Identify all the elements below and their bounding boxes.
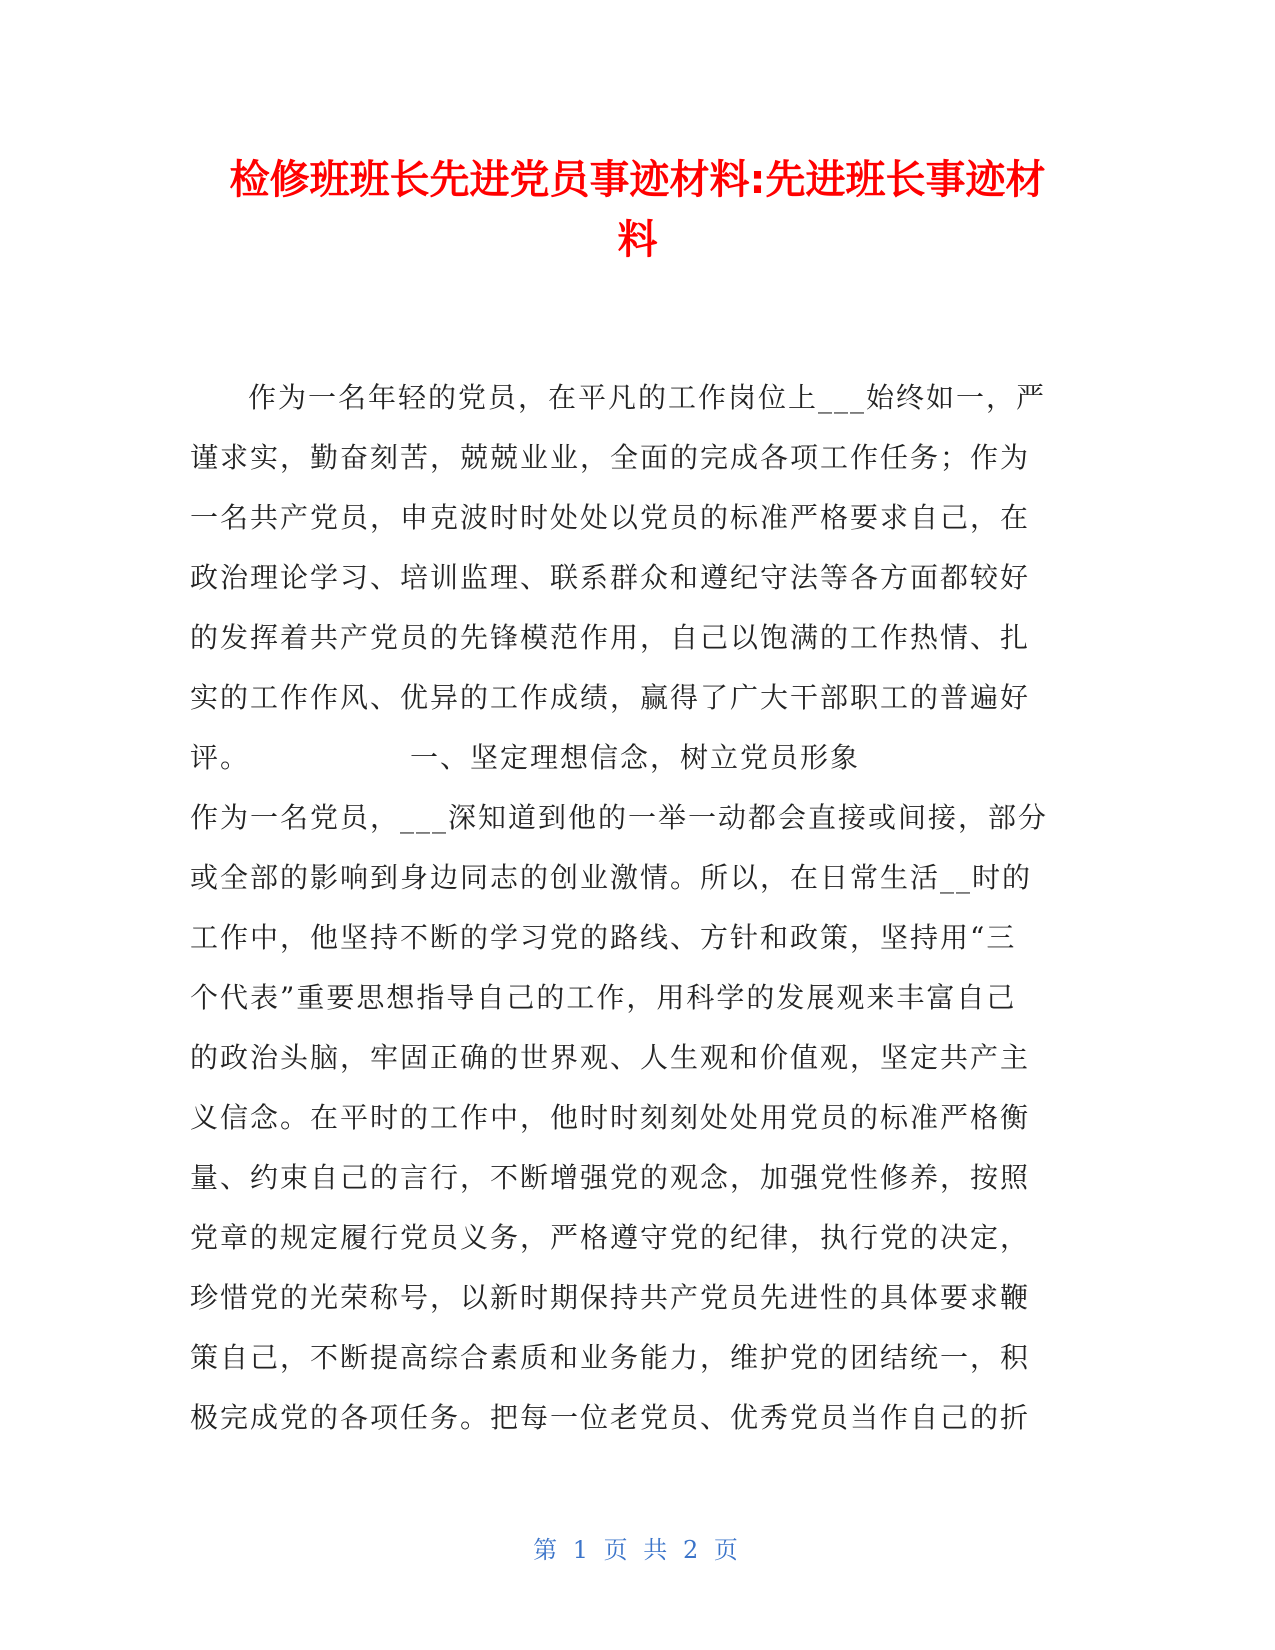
body-line: 极完成党的各项任务。把每一位老党员、优秀党员当作自己的折 [190, 1401, 1031, 1434]
body-line: 量、约束自己的言行，不断增强党的观念，加强党性修养，按照 [190, 1161, 1031, 1194]
title-line-2: 料 [617, 217, 658, 263]
body-line: 政治理论学习、培训监理、联系群众和遵纪守法等各方面都较好 [190, 561, 1031, 594]
closing-and-heading-line [190, 728, 1080, 788]
body-line: 义信念。在平时的工作中，他时时刻刻处处用党员的标准严格衡 [190, 1101, 1031, 1134]
body-line: 珍惜党的光荣称号，以新时期保持共产党员先进性的具体要求鞭 [190, 1281, 1031, 1314]
document-body [190, 368, 1080, 1448]
body-line: 谨求实，勤奋刻苦，兢兢业业，全面的完成各项工作任务；作为 [190, 441, 1031, 474]
body-line: 策自己，不断提高综合素质和业务能力，维护党的团结统一，积 [190, 1341, 1031, 1374]
body-line: 或全部的影响到身边同志的创业激情。所以，在日常生活__时的 [190, 861, 1033, 894]
page-number-footer: 第 1 页 共 2 页 [533, 1536, 742, 1564]
body-line: 实的工作作风、优异的工作成绩，赢得了广大干部职工的普遍好 [190, 681, 1031, 714]
body-line: 个代表”重要思想指导自己的工作，用科学的发展观来丰富自己 [190, 981, 1017, 1014]
closing-fragment: 评。 [190, 741, 251, 774]
body-line: 的发挥着共产党员的先锋模范作用，自己以饱满的工作热情、扎 [190, 621, 1031, 654]
body-line: 一名共产党员，申克波时时处处以党员的标准严格要求自己，在 [190, 501, 1031, 534]
title-line-1: 检修班班长先进党员事迹材料:先进班长事迹材 [229, 157, 1046, 203]
section-heading: 一、坚定理想信念，树立党员形象 [410, 741, 861, 774]
body-line: 作为一名年轻的党员，在平凡的工作岗位上___始终如一，严 [248, 381, 1047, 414]
body-line: 作为一名党员，___深知道到他的一举一动都会直接或间接，部分 [190, 801, 1049, 834]
body-line: 党章的规定履行党员义务，严格遵守党的纪律，执行党的决定， [190, 1221, 1031, 1254]
body-line: 工作中，他坚持不断的学习党的路线、方针和政策，坚持用“三 [190, 921, 1017, 954]
document-title [150, 150, 1125, 270]
body-line: 的政治头脑，牢固正确的世界观、人生观和价值观，坚定共产主 [190, 1041, 1031, 1074]
